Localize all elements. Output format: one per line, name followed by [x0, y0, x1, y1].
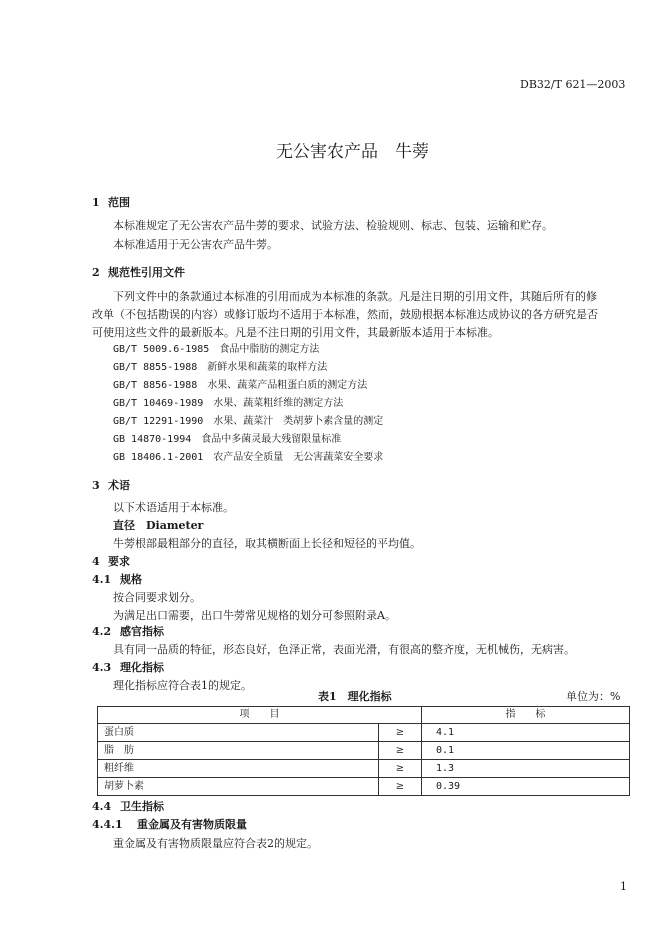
table-row — [98, 778, 630, 796]
table-1 — [97, 706, 630, 796]
row-operator: ≥ — [379, 760, 422, 778]
table-header-row — [98, 707, 630, 724]
section-4-4-1-title: 重金属及有害物质限量 — [137, 818, 247, 831]
section-4-2-paragraph: 具有同一品质的特征，形态良好，色泽正常，表面光滑，有很高的整齐度，无机械伤，无病害。 — [113, 643, 575, 656]
section-4-2-number: 4.2 — [92, 625, 112, 638]
section-1-paragraph-1: 本标准规定了无公害农产品牛蒡的要求、试验方法、检验规则、标志、包装、运输和贮存。 — [113, 219, 553, 232]
section-3-number: 3 — [92, 479, 100, 492]
reference-item: GB/T 10469-1989 水果、蔬菜粗纤维的测定方法 — [113, 398, 344, 409]
reference-item: GB/T 12291-1990 水果、蔬菜汁 类胡萝卜素含量的测定 — [113, 416, 384, 427]
section-4-1-title: 规格 — [120, 573, 142, 586]
term-diameter: 直径 Diameter — [113, 519, 204, 532]
section-3-title: 术语 — [108, 479, 130, 492]
document-code: DB32/T 621—2003 — [520, 78, 626, 91]
section-4-2-title: 感官指标 — [120, 625, 164, 638]
section-4-4-1-number: 4.4.1 — [92, 818, 123, 831]
table-row — [98, 742, 630, 760]
row-operator: ≥ — [379, 778, 422, 796]
section-4-1-paragraph-1: 按合同要求划分。 — [113, 591, 201, 604]
table-1-caption: 表1 理化指标 — [318, 690, 392, 703]
section-2-number: 2 — [92, 266, 100, 279]
section-2-paragraph-line-1: 下列文件中的条款通过本标准的引用而成为本标准的条款。凡是注日期的引用文件，其随后所有的修 — [113, 290, 597, 303]
section-1-number: 1 — [92, 196, 100, 209]
section-4-3-paragraph: 理化指标应符合表1的规定。 — [113, 679, 252, 692]
section-4-3-number: 4.3 — [92, 661, 112, 674]
term-definition: 牛蒡根部最粗部分的直径，取其横断面上长径和短径的平均值。 — [113, 537, 421, 550]
section-4-4-title: 卫生指标 — [120, 800, 164, 813]
section-2-paragraph-line-2: 改单（不包括勘误的内容）或修订版均不适用于本标准，然而，鼓励根据本标准达成协议的各方研究是否 — [92, 308, 598, 321]
reference-item: GB 18406.1-2001 农产品安全质量 无公害蔬菜安全要求 — [113, 452, 384, 463]
section-1-paragraph-2: 本标准适用于无公害农产品牛蒡。 — [113, 238, 278, 251]
section-2-title: 规范性引用文件 — [108, 266, 185, 279]
row-item-name: 蛋白质 — [98, 724, 379, 742]
section-4-1-paragraph-2: 为满足出口需要，出口牛蒡常见规格的划分可参照附录A。 — [113, 609, 396, 622]
header-value: 指 标 — [422, 707, 630, 724]
section-2-paragraph-line-3: 可使用这些文件的最新版本。凡是不注日期的引用文件，其最新版本适用于本标准。 — [92, 326, 499, 339]
reference-item: GB/T 8856-1988 水果、蔬菜产品粗蛋白质的测定方法 — [113, 380, 368, 391]
reference-item: GB 14870-1994 食品中多菌灵最大残留限量标准 — [113, 434, 342, 445]
row-operator: ≥ — [379, 742, 422, 760]
row-item-name: 胡萝卜素 — [98, 778, 379, 796]
reference-item: GB/T 5009.6-1985 食品中脂肪的测定方法 — [113, 344, 320, 355]
row-value: 0.39 — [422, 778, 630, 796]
table-row — [98, 760, 630, 778]
section-4-4-number: 4.4 — [92, 800, 112, 813]
section-4-number: 4 — [92, 555, 100, 568]
row-item-name: 粗纤维 — [98, 760, 379, 778]
section-4-3-title: 理化指标 — [120, 661, 164, 674]
page-title: 无公害农产品 牛蒡 — [276, 142, 429, 162]
row-item-name: 脂 肪 — [98, 742, 379, 760]
header-item: 项 目 — [98, 707, 422, 724]
section-4-1-number: 4.1 — [92, 573, 112, 586]
row-value: 0.1 — [422, 742, 630, 760]
page-number: 1 — [620, 880, 627, 893]
section-3-paragraph: 以下术语适用于本标准。 — [113, 501, 234, 514]
row-operator: ≥ — [379, 724, 422, 742]
section-4-title: 要求 — [108, 555, 130, 568]
section-1-title: 范围 — [108, 196, 130, 209]
row-value: 4.1 — [422, 724, 630, 742]
row-value: 1.3 — [422, 760, 630, 778]
reference-item: GB/T 8855-1988 新鲜水果和蔬菜的取样方法 — [113, 362, 328, 373]
table-1-unit: 单位为：% — [566, 690, 621, 703]
table-row — [98, 724, 630, 742]
section-4-4-1-paragraph: 重金属及有害物质限量应符合表2的规定。 — [113, 837, 318, 850]
